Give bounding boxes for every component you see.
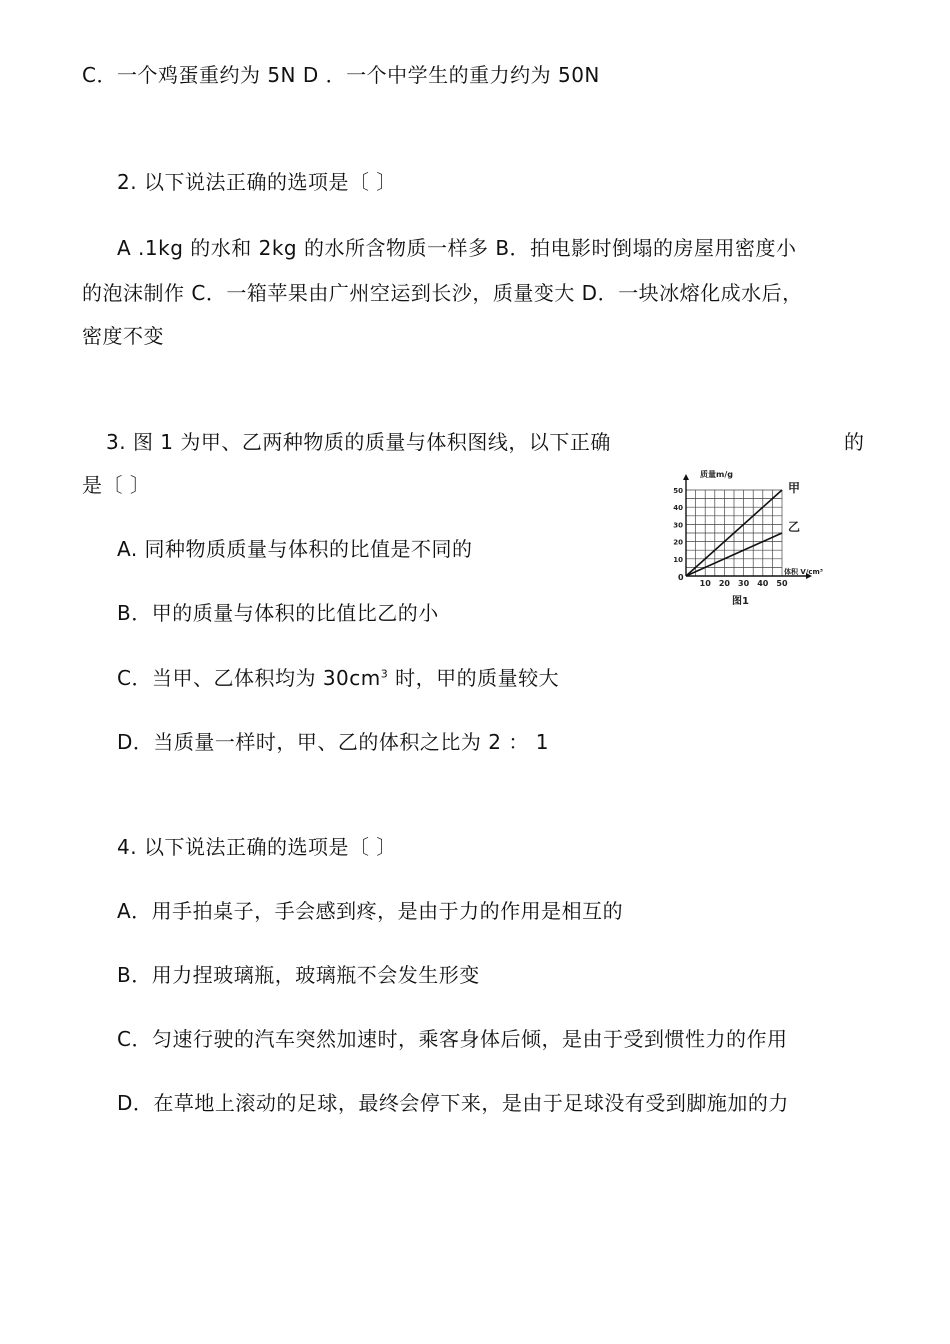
question-3-stem: 3. 图 1 为甲、乙两种物质的质量与体积图线，以下正确	[106, 430, 611, 454]
x-tick-label: 20	[718, 579, 730, 588]
question-4-option-d: D．在草地上滚动的足球，最终会停下来，是由于足球没有受到脚施加的力	[117, 1091, 789, 1115]
question-2-options-line-2: 的泡沫制作 C．一箱苹果由广州空运到长沙，质量变大 D．一块冰熔化成水后，	[82, 281, 803, 305]
y-tick-label: 10	[673, 555, 683, 564]
question-3-stem-end: 的	[844, 430, 865, 454]
series-label-yi: 乙	[788, 520, 801, 534]
y-tick-label: 50	[673, 487, 683, 495]
question-2-stem: 2. 以下说法正确的选项是〔 〕	[117, 170, 397, 194]
y-tick-label: 40	[673, 504, 683, 513]
chart-title: 图1	[732, 596, 749, 607]
question-2-options-line-1: A .1kg 的水和 2kg 的水所含物质一样多 B．拍电影时倒塌的房屋用密度小	[117, 236, 797, 260]
question-3-option-a: A. 同种物质质量与体积的比值是不同的	[117, 537, 473, 561]
question-4-option-b: B．用力捏玻璃瓶，玻璃瓶不会发生形变	[117, 963, 480, 987]
y-axis-arrow	[683, 474, 689, 480]
option-c-unit-exponent: 3	[380, 667, 389, 681]
option-c-text: C．当甲、乙体积均为 30cm	[117, 666, 381, 690]
chart-series	[686, 481, 800, 576]
series-label-jia: 甲	[788, 481, 801, 495]
y-tick-label: 20	[673, 538, 683, 547]
question-3-option-d: D．当质量一样时，甲、乙的体积之比为 2 ： 1	[117, 730, 549, 754]
origin-label: 0	[678, 573, 684, 582]
previous-question-options-cd: C．一个鸡蛋重约为 5N D ．一个中学生的重力约为 50N	[82, 63, 600, 87]
question-3-stem-line-2: 是〔 〕	[82, 473, 151, 497]
x-tick-label: 30	[738, 579, 750, 588]
x-tick-label: 10	[699, 579, 711, 588]
question-4-option-c: C．匀速行驶的汽车突然加速时，乘客身体后倾，是由于受到惯性力的作用	[117, 1027, 788, 1051]
x-axis-label: 体积 V/cm³	[784, 568, 823, 576]
option-c-text-end: 时，甲的质量较大	[388, 666, 560, 690]
y-axis-label: 质量m/g	[700, 470, 733, 479]
y-tick-label: 30	[673, 521, 683, 530]
question-2-options-line-3: 密度不变	[82, 324, 164, 348]
x-tick-label: 40	[757, 579, 769, 588]
question-3-option-c	[117, 666, 559, 690]
question-4-stem: 4. 以下说法正确的选项是〔 〕	[117, 835, 397, 859]
figure-1-mass-volume-chart	[668, 462, 828, 612]
question-3-option-b: B．甲的质量与体积的比值比乙的小	[117, 601, 439, 625]
question-4-option-a: A．用手拍桌子，手会感到疼，是由于力的作用是相互的	[117, 899, 624, 923]
x-tick-label: 50	[776, 579, 788, 588]
